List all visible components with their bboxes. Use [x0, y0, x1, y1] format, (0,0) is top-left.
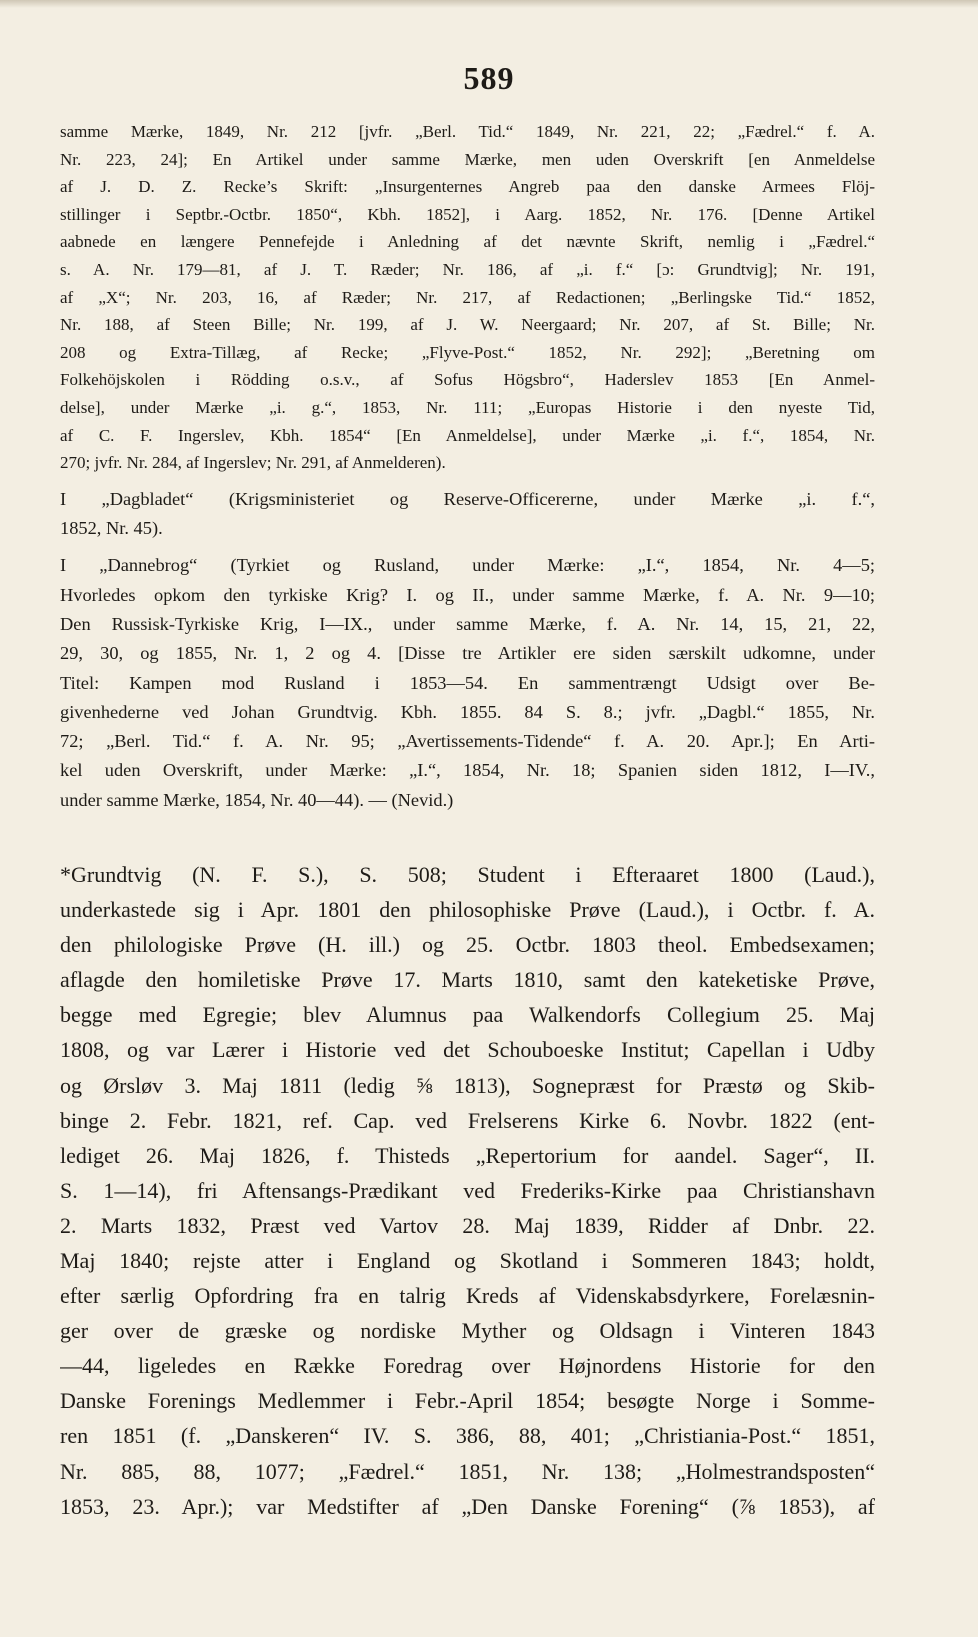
text-line: 208 og Extra-Tillæg, af Recke; „Flyve-Post.“ 1852, Nr. 292]; „Beretning om — [60, 342, 875, 362]
text-line: 72; „Berl. Tid.“ f. A. Nr. 95; „Avertissements-Tidende“ f. A. 20. Apr.]; En Arti- — [60, 731, 875, 752]
paragraph-gap — [60, 543, 875, 551]
text-line: I „Dagbladet“ (Krigsministeriet og Reserve-Officererne, under Mærke „i. f.“, — [60, 488, 875, 509]
text-line: 270; jvfr. Nr. 284, af Ingerslev; Nr. 291, af Anmelderen). — [60, 453, 446, 473]
text-line: S. 1—14), fri Aftensangs-Prædikant ved Frederiks-Kirke paa Christianshavn — [60, 1177, 875, 1203]
paragraph-gap — [60, 815, 875, 857]
text-line: aflagde den homiletiske Prøve 17. Marts 1810, samt den kateketiske Prøve, — [60, 967, 875, 993]
text-line: ger over de græske og nordiske Myther og Oldsagn i Vinteren 1843 — [60, 1318, 875, 1344]
text-line: efter særlig Opfordring fra en talrig Kreds af Videnskabsdyrkere, Forelæsnin- — [60, 1283, 875, 1309]
paragraph-2 — [60, 485, 875, 544]
text-line: Nr. 188, af Steen Bille; Nr. 199, af J. W. Neergaard; Nr. 207, af St. Bille; Nr. — [60, 315, 875, 335]
text-line: lediget 26. Maj 1826, f. Thisteds „Repertorium for aandel. Sager“, II. — [60, 1142, 875, 1168]
text-line: 29, 30, og 1855, Nr. 1, 2 og 4. [Disse tre Artikler ere siden særskilt udkomne, under — [60, 643, 875, 664]
text-line: 1852, Nr. 45). — [60, 518, 163, 539]
page-number: 589 — [463, 60, 515, 96]
text-line: under samme Mærke, 1854, Nr. 40—44). — (Nevid.) — [60, 789, 454, 810]
text-line: —44, ligeledes en Række Foredrag over Højnordens Historie for den — [60, 1353, 875, 1379]
text-line: Maj 1840; rejste atter i England og Skotland i Sommeren 1843; holdt, — [60, 1248, 875, 1274]
text-line: den philologiske Prøve (H. ill.) og 25. Octbr. 1803 theol. Embedsexamen; — [60, 932, 875, 958]
text-line: Hvorledes opkom den tyrkiske Krig? I. og II., under samme Mærke, f. A. Nr. 9—10; — [60, 584, 875, 605]
text-line: Nr. 223, 24]; En Artikel under samme Mærke, men uden Overskrift [en Anmeldelse — [60, 149, 875, 169]
text-line: Titel: Kampen mod Rusland i 1853—54. En sammentrængt Udsigt over Be- — [60, 672, 875, 693]
text-line: delse], under Mærke „i. g.“, 1853, Nr. 111; „Europas Historie i den nyeste Tid, — [60, 397, 875, 417]
text-line: Nr. 885, 88, 1077; „Fædrel.“ 1851, Nr. 138; „Holmestrandsposten“ — [60, 1458, 875, 1484]
page-edge — [0, 0, 978, 8]
text-line: ren 1851 (f. „Danskeren“ IV. S. 386, 88, 401; „Christiania-Post.“ 1851, — [60, 1423, 875, 1449]
text-line: af „X“; Nr. 203, 16, af Ræder; Nr. 217, af Redactionen; „Berlingske Tid.“ 1852, — [60, 287, 875, 307]
text-line: Den Russisk-Tyrkiske Krig, I—IX., under samme Mærke, f. A. Nr. 14, 15, 21, 22, — [60, 613, 875, 634]
text-line: aabnede en længere Pennefejde i Anledning af det nævnte Skrift, nemlig i „Fædrel.“ — [60, 232, 875, 252]
text-line: givenhederne ved Johan Grundtvig. Kbh. 1855. 84 S. 8.; jvfr. „Dagbl.“ 1855, Nr. — [60, 701, 875, 722]
text-line: stillinger i Septbr.-Octbr. 1850“, Kbh. 1852], i Aarg. 1852, Nr. 176. [Denne Artikel — [60, 204, 875, 224]
text-line: underkastede sig i Apr. 1801 den philosophiske Prøve (Laud.), i Octbr. f. A. — [60, 897, 875, 923]
paragraph-3 — [60, 551, 875, 815]
text-line: og Ørsløv 3. Maj 1811 (ledig ⅝ 1813), Sognepræst for Præstø og Skib- — [60, 1072, 875, 1098]
text-line: kel uden Overskrift, under Mærke: „I.“, 1854, Nr. 18; Spanien siden 1812, I—IV., — [60, 760, 875, 781]
entry-heading-line: *Grundtvig (N. F. S.), S. 508; Student i Efteraaret 1800 (Laud.), — [60, 861, 875, 887]
text-line: begge med Egregie; blev Alumnus paa Walkendorfs Collegium 25. Maj — [60, 1002, 875, 1028]
paragraph-gap — [60, 477, 875, 485]
text-line: I „Dannebrog“ (Tyrkiet og Rusland, under Mærke: „I.“, 1854, Nr. 4—5; — [60, 555, 875, 576]
text-line: af C. F. Ingerslev, Kbh. 1854“ [En Anmeldelse], under Mærke „i. f.“, 1854, Nr. — [60, 425, 875, 445]
text-line: samme Mærke, 1849, Nr. 212 [jvfr. „Berl. Tid.“ 1849, Nr. 221, 22; „Fædrel.“ f. A. — [60, 122, 875, 141]
text-line: s. A. Nr. 179—81, af J. T. Ræder; Nr. 186, af „i. f.“ [ɔ: Grundtvig]; Nr. 191, — [60, 259, 875, 279]
grundtvig-entry — [60, 857, 875, 1524]
text-line: Danske Forenings Medlemmer i Febr.-April 1854; besøgte Norge i Somme- — [60, 1388, 875, 1414]
page-body — [60, 118, 875, 1524]
text-line: 1853, 23. Apr.); var Medstifter af „Den Danske Forening“ (⅞ 1853), af — [60, 1493, 875, 1519]
text-line: af J. D. Z. Recke’s Skrift: „Insurgenternes Angreb paa den danske Armees Flöj- — [60, 177, 875, 197]
text-line: 2. Marts 1832, Præst ved Vartov 28. Maj 1839, Ridder af Dnbr. 22. — [60, 1212, 875, 1238]
text-line: 1808, og var Lærer i Historie ved det Schouboeske Institut; Capellan i Udby — [60, 1037, 875, 1063]
text-line: Folkehöjskolen i Rödding o.s.v., af Sofus Högsbro“, Haderslev 1853 [En Anmel- — [60, 370, 875, 390]
paragraph-1 — [60, 118, 875, 477]
text-line: binge 2. Febr. 1821, ref. Cap. ved Frelserens Kirke 6. Novbr. 1822 (ent- — [60, 1107, 875, 1133]
